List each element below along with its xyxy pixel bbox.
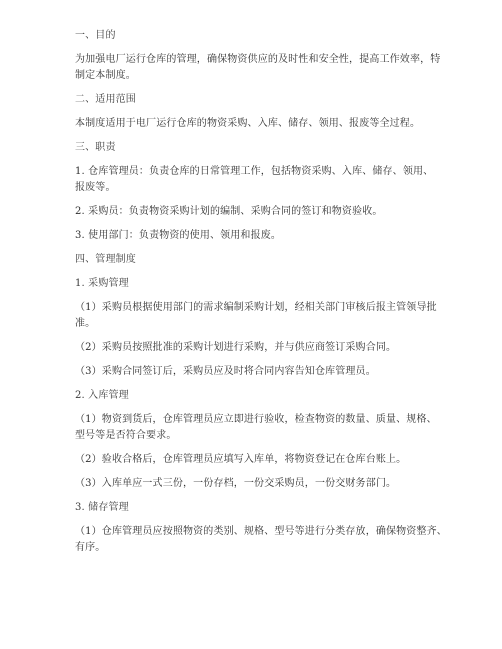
heading-scope: 二、适用范围 [75,94,136,105]
subheading-storage-management: 3. 储存管理 [75,502,129,513]
heading-responsibilities: 三、职责 [75,142,116,153]
heading-management-system: 四、管理制度 [75,254,136,265]
paragraph-line: （3）入库单应一式三份，一份存档，一份交采购员，一份交财务部门。 [75,478,397,489]
paragraph-line: （1）仓库管理员应按照物资的类别、规格、型号等进行分类存放，确保物资整齐、 [75,526,447,537]
paragraph-line: （1）采购员根据使用部门的需求编制采购计划，经相关部门审核后报主管领导批 [75,302,437,313]
paragraph-line: 1. 仓库管理员：负责仓库的日常管理工作，包括物资采购、入库、储存、领用、 [75,166,434,177]
paragraph-line: 本制度适用于电厂运行仓库的物资采购、入库、储存、领用、报废等全过程。 [75,118,421,129]
paragraph-line: 型号等是否符合要求。 [75,430,177,441]
subheading-warehouse-entry-management: 2. 入库管理 [75,390,129,401]
paragraph-line: （2）验收合格后，仓库管理员应填写入库单，将物资登记在仓库台账上。 [75,454,407,465]
paragraph-line: 报废等。 [75,182,116,193]
paragraph-line: 3. 使用部门：负责物资的使用、领用和报废。 [75,230,282,241]
paragraph-line: 为加强电厂运行仓库的管理，确保物资供应的及时性和安全性，提高工作效率，特 [75,54,441,65]
paragraph-line: （2）采购员按照批准的采购计划进行采购，并与供应商签订采购合同。 [75,342,397,353]
paragraph-line: （3）采购合同签订后，采购员应及时将合同内容告知仓库管理员。 [75,366,376,377]
subheading-purchase-management: 1. 采购管理 [75,278,129,289]
paragraph-line: 有序。 [75,542,106,553]
paragraph-line: 2. 采购员：负责物资采购计划的编制、采购合同的签订和物资验收。 [75,206,383,217]
paragraph-line: 制定本制度。 [75,70,136,81]
heading-purpose: 一、目的 [75,30,116,41]
paragraph-line: （1）物资到货后，仓库管理员应立即进行验收，检查物资的数量、质量、规格、 [75,414,437,425]
paragraph-line: 准。 [75,318,96,329]
